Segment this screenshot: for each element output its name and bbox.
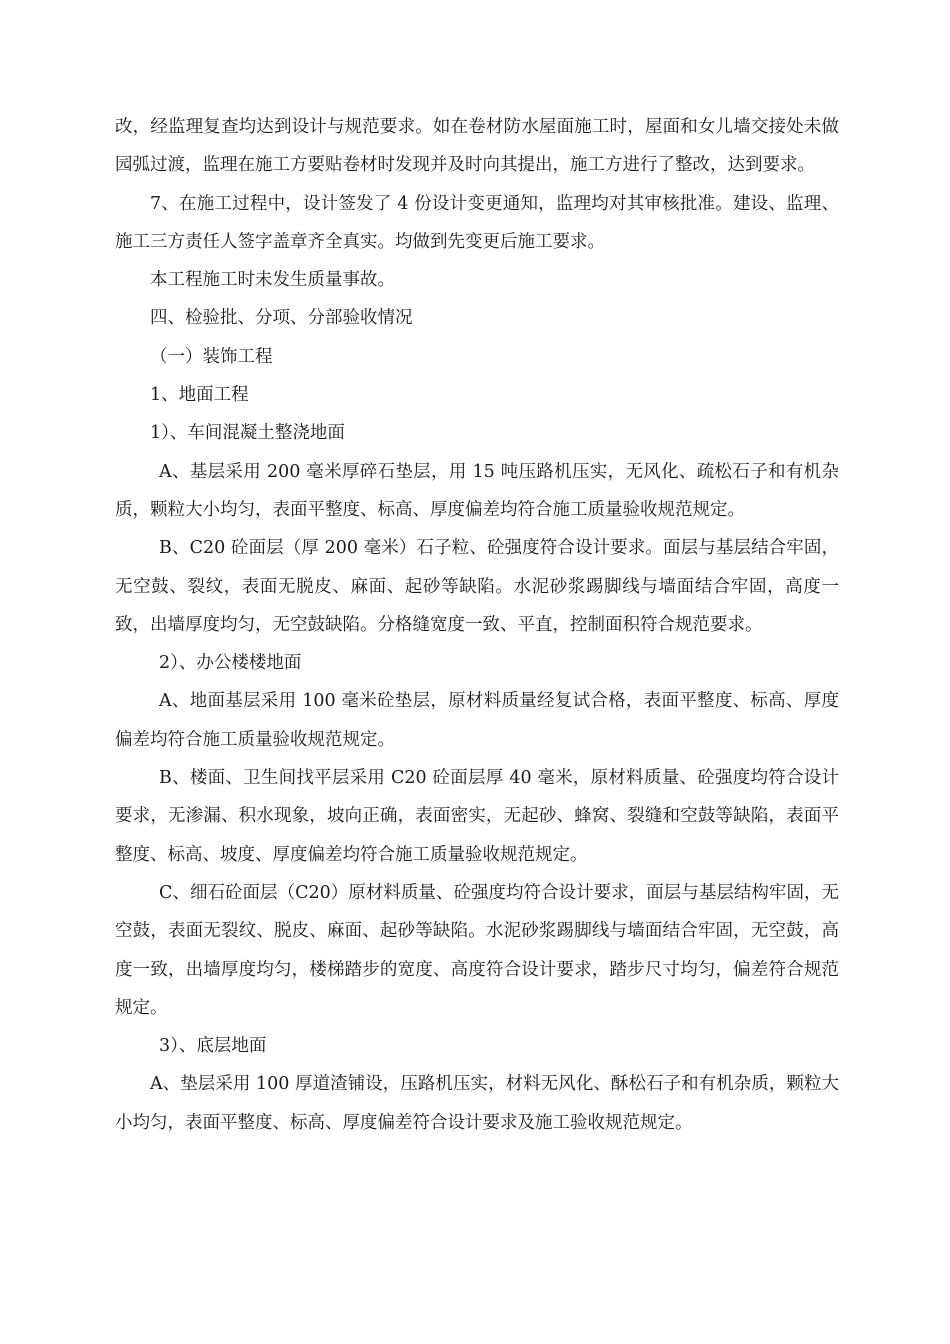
paragraph-item-7: 7、在施工过程中，设计签发了 4 份设计变更通知，监理均对其审核批准。建设、监理、施工三方责任人签字盖章齐全真实。均做到先变更后施工要求。 (115, 193, 839, 252)
heading-ground-floor: 3）、底层地面 (159, 1036, 267, 1057)
subsection-heading-decoration: （一）装饰工程 (150, 346, 273, 367)
paragraph-continuation: 改，经监理复查均达到设计与规范要求。如在卷材防水屋面施工时，屋面和女儿墙交接处未做园弧过渡，监理在施工方要贴卷材时发现并及时向其提出，施工方进行了整改，达到要求。 (115, 117, 839, 176)
heading-floor-works: 1、地面工程 (150, 385, 249, 406)
heading-workshop-floor: 1）、车间混凝土整浇地面 (150, 423, 345, 444)
section-heading-4: 四、检验批、分项、分部验收情况 (150, 308, 413, 329)
paragraph-ground-a: A、垫层采用 100 厚道渣铺设，压路机压实，材料无风化、酥松石子和有机杂质，颗粒大小均匀，表面平整度、标高、厚度偏差符合设计要求及施工验收规范规定。 (115, 1074, 839, 1133)
paragraph-office-c: C、细石砼面层（C20）原材料质量、砼强度均符合设计要求，面层与基层结构牢固，无空鼓，表面无裂纹、脱皮、麻面、起砂等缺陷。水泥砂浆踢脚线与墙面结合牢固，无空鼓，高度一致，出墙厚度均匀，楼梯踏步的宽度、高度符合设计要求，踏步尺寸均匀，偏差符合规范规定。 (115, 882, 839, 1018)
paragraph-no-accident: 本工程施工时未发生质量事故。 (150, 270, 395, 291)
paragraph-workshop-a: A、基层采用 200 毫米厚碎石垫层，用 15 吨压路机压实，无风化、疏松石子和有机杂质，颗粒大小均匀，表面平整度、标高、厚度偏差均符合施工质量验收规范规定。 (115, 461, 839, 520)
document-body (115, 108, 839, 1142)
paragraph-office-b: B、楼面、卫生间找平层采用 C20 砼面层厚 40 毫米，原材料质量、砼强度均符合设计要求，无渗漏、积水现象，坡向正确，表面密实，无起砂、蜂窝、裂缝和空鼓等缺陷，表面平整度、标高、坡度、厚度偏差均符合施工质量验收规范规定。 (115, 768, 839, 865)
heading-office-floor: 2）、办公楼楼地面 (159, 653, 302, 674)
paragraph-office-a: A、地面基层采用 100 毫米砼垫层，原材料质量经复试合格，表面平整度、标高、厚度偏差均符合施工质量验收规范规定。 (115, 691, 839, 750)
paragraph-workshop-b: B、C20 砼面层（厚 200 毫米）石子粒、砼强度符合设计要求。面层与基层结合牢固，无空鼓、裂纹，表面无脱皮、麻面、起砂等缺陷。水泥砂浆踢脚线与墙面结合牢固，高度一致，出墙厚度均匀，无空鼓缺陷。分格缝宽度一致、平直，控制面积符合规范要求。 (115, 538, 839, 635)
